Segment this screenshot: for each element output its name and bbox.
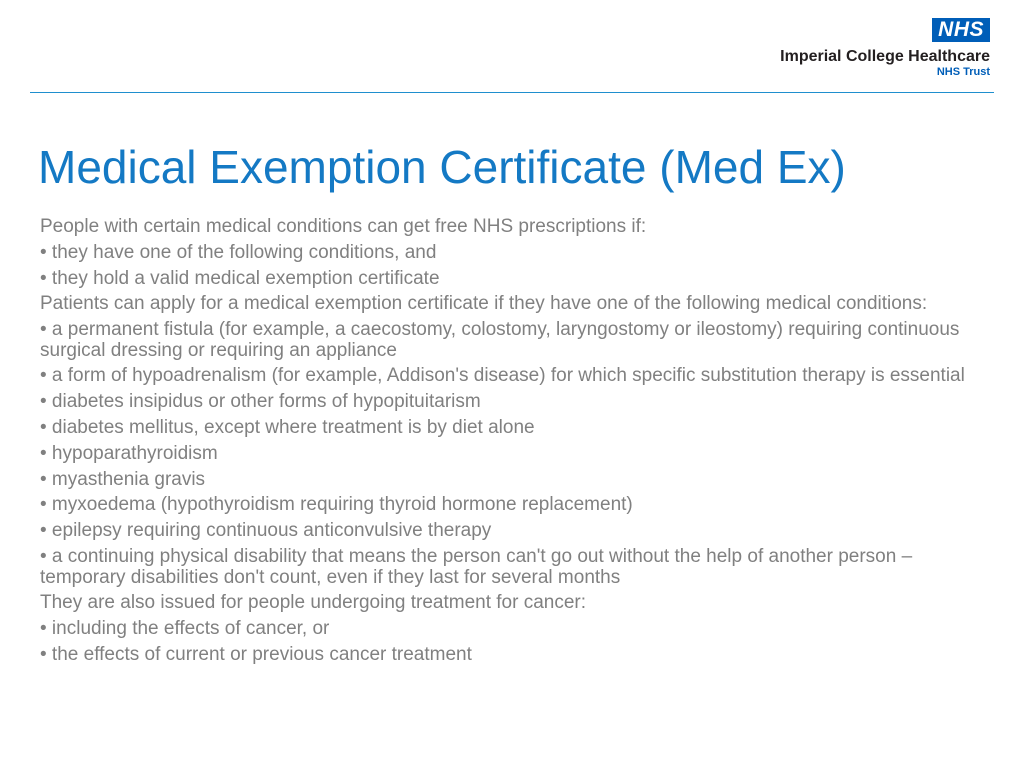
bullet-item: • hypoparathyroidism (40, 442, 218, 464)
bullet-item: • epilepsy requiring continuous anticonvulsive therapy (40, 520, 492, 542)
section-line: They are also issued for people undergoing treatment for cancer: (40, 592, 587, 614)
trust-logo (780, 18, 990, 79)
bullet-item: • diabetes insipidus or other forms of hypopituitarism (40, 391, 481, 413)
bullet-item: • they hold a valid medical exemption certificate (40, 267, 440, 289)
intro-line: People with certain medical conditions can get free NHS prescriptions if: (40, 216, 647, 237)
bullet-item: • a permanent fistula (for example, a caecostomy, colostomy, laryngostomy or ileostomy) requiring continuous surgical dressing or requiring an appliance (40, 319, 960, 361)
trust-name: Imperial College Healthcare (780, 48, 990, 65)
trust-subtitle: NHS Trust (936, 66, 990, 78)
section-line: Patients can apply for a medical exemption certificate if they have one of the following medical conditions: (40, 293, 928, 315)
nhs-logo-mark: NHS (932, 18, 990, 42)
bullet-item: • including the effects of cancer, or (40, 618, 330, 640)
header-divider (30, 92, 994, 93)
bullet-item: • diabetes mellitus, except where treatment is by diet alone (40, 417, 535, 439)
page-title: Medical Exemption Certificate (Med Ex) (38, 141, 846, 193)
content-body (40, 217, 975, 671)
bullet-item: • myxoedema (hypothyroidism requiring thyroid hormone replacement) (40, 494, 633, 516)
bullet-item: • a form of hypoadrenalism (for example, Addison's disease) for which specific substitution therapy is essential (40, 365, 965, 387)
bullet-item: • the effects of current or previous cancer treatment (40, 643, 472, 665)
bullet-item: • myasthenia gravis (40, 468, 206, 490)
bullet-item: • they have one of the following conditions, and (40, 241, 437, 263)
bullet-item: • a continuing physical disability that means the person can't go out without the help of another person – temporary disabilities don't count, even if they last for several months (40, 546, 913, 588)
